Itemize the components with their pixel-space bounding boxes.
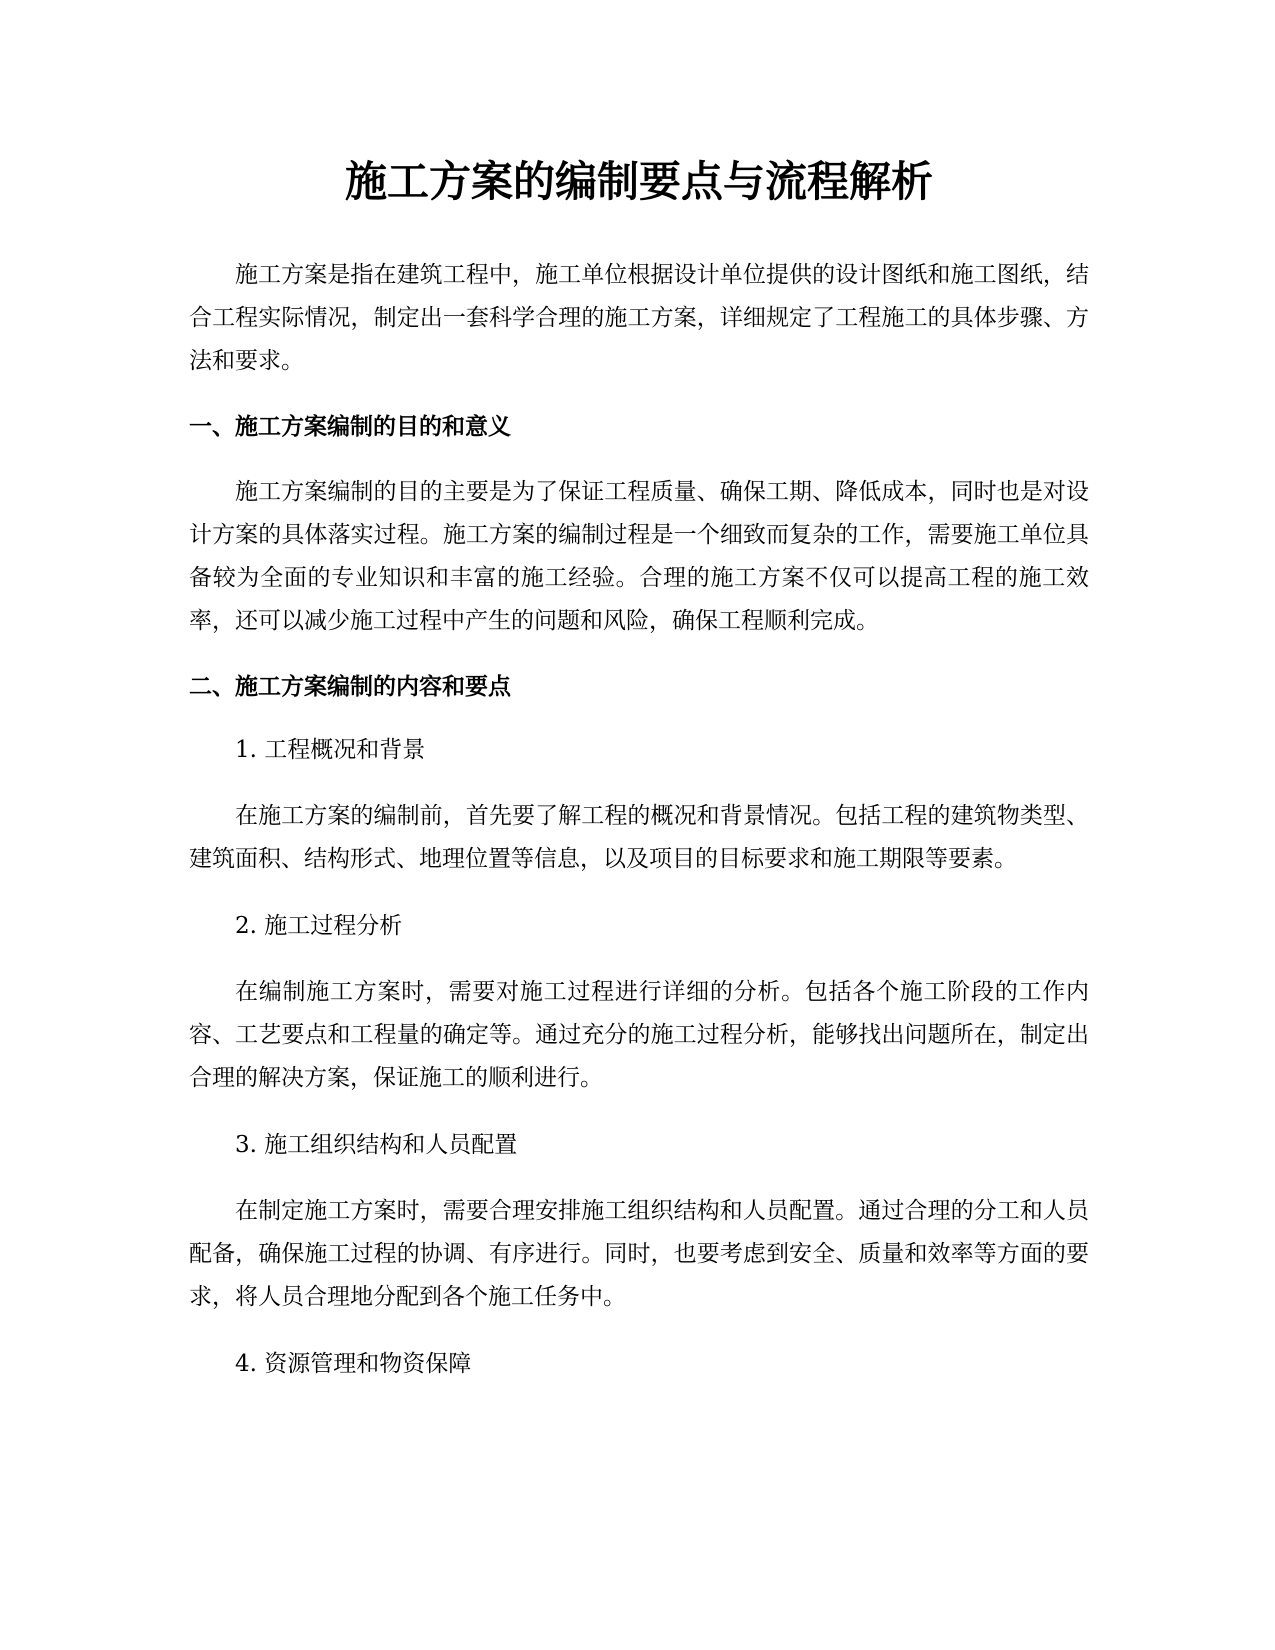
section-1-heading: 一、施工方案编制的目的和意义 [189, 414, 511, 440]
item-3-heading: 3. 施工组织结构和人员配置 [235, 1132, 518, 1158]
item-2-heading: 2. 施工过程分析 [235, 913, 403, 939]
item-2-paragraph: 在编制施工方案时，需要对施工过程进行详细的分析。包括各个施工阶段的工作内容、工艺要点和工程量的确定等。通过充分的施工过程分析，能够找出问题所在，制定出合理的解决方案，保证施工的顺利进行。 [189, 979, 1089, 1091]
section-2-heading: 二、施工方案编制的内容和要点 [189, 674, 511, 700]
item-1-paragraph: 在施工方案的编制前，首先要了解工程的概况和背景情况。包括工程的建筑物类型、建筑面积、结构形式、地理位置等信息，以及项目的目标要求和施工期限等要素。 [189, 803, 1089, 872]
document-title: 施工方案的编制要点与流程解析 [344, 157, 933, 206]
section-1-paragraph: 施工方案编制的目的主要是为了保证工程质量、确保工期、降低成本，同时也是对设计方案的具体落实过程。施工方案的编制过程是一个细致而复杂的工作，需要施工单位具备较为全面的专业知识和丰富的施工经验。合理的施工方案不仅可以提高工程的施工效率，还可以减少施工过程中产生的问题和风险，确保工程顺利完成。 [189, 479, 1089, 634]
intro-paragraph: 施工方案是指在建筑工程中，施工单位根据设计单位提供的设计图纸和施工图纸，结合工程实际情况，制定出一套科学合理的施工方案，详细规定了工程施工的具体步骤、方法和要求。 [189, 262, 1089, 374]
item-3-paragraph: 在制定施工方案时，需要合理安排施工组织结构和人员配置。通过合理的分工和人员配备，确保施工过程的协调、有序进行。同时，也要考虑到安全、质量和效率等方面的要求，将人员合理地分配到各个施工任务中。 [189, 1198, 1089, 1310]
item-4-heading: 4. 资源管理和物资保障 [235, 1351, 472, 1377]
item-1-heading: 1. 工程概况和背景 [235, 737, 426, 763]
document-content [189, 150, 1089, 1409]
